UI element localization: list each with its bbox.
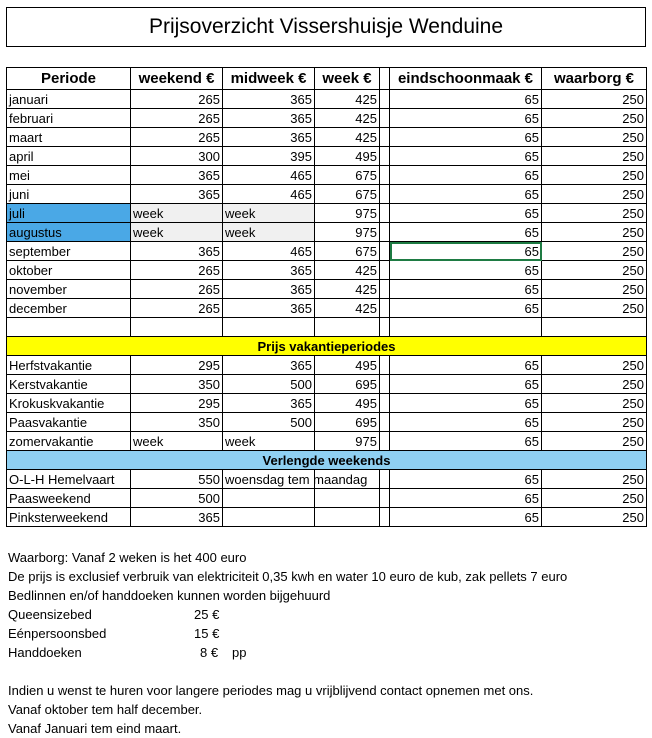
cell-wk[interactable]: 425 [315, 261, 380, 280]
cell-wk[interactable]: 675 [315, 185, 380, 204]
cell-periode[interactable]: november [7, 280, 131, 299]
cell-periode[interactable]: Kerstvakantie [7, 375, 131, 394]
cell-eindschoonmaak[interactable]: 65 [390, 432, 542, 451]
cell-periode[interactable]: april [7, 147, 131, 166]
empty-row [7, 318, 647, 337]
cell-periode[interactable]: Herfstvakantie [7, 356, 131, 375]
cell-eindschoonmaak[interactable]: 65 [390, 90, 542, 109]
cell-waarborg[interactable]: 250 [542, 489, 647, 508]
table-row [7, 261, 647, 280]
cell-we[interactable]: 265 [131, 280, 223, 299]
table-row [7, 185, 647, 204]
cell-waarborg[interactable]: 250 [542, 375, 647, 394]
cell-mw[interactable]: 465 [223, 242, 315, 261]
table-row [7, 394, 647, 413]
cell-eindschoonmaak[interactable]: 65 [390, 394, 542, 413]
table-row [7, 280, 647, 299]
cell-mw[interactable] [223, 489, 315, 508]
cell-we[interactable]: 265 [131, 299, 223, 318]
cell-waarborg[interactable]: 250 [542, 413, 647, 432]
table-row [7, 432, 647, 451]
note-bedlinnen: Bedlinnen en/of handdoeken kunnen worden bijgehuurd [8, 588, 331, 603]
cell-waarborg[interactable]: 250 [542, 394, 647, 413]
cell-eindschoonmaak[interactable]: 65 [390, 147, 542, 166]
cell-waarborg[interactable]: 250 [542, 128, 647, 147]
cell-spacer[interactable] [380, 223, 390, 242]
cell-spacer[interactable] [380, 299, 390, 318]
cell-spacer[interactable] [380, 185, 390, 204]
table-row [7, 489, 647, 508]
table-row [7, 356, 647, 375]
cell-eindschoonmaak[interactable]: 65 [390, 204, 542, 223]
cell-wk[interactable]: 695 [315, 413, 380, 432]
bed-row [8, 605, 567, 624]
table-row [7, 128, 647, 147]
cell-mw[interactable]: 365 [223, 128, 315, 147]
cell-mw[interactable]: woensdag tem maandag [223, 470, 315, 489]
cell-spacer[interactable] [380, 413, 390, 432]
cell-we[interactable]: 295 [131, 356, 223, 375]
cell-eindschoonmaak[interactable]: 65 [390, 223, 542, 242]
cell-periode[interactable]: september [7, 242, 131, 261]
cell-wk[interactable]: 675 [315, 242, 380, 261]
price-table [6, 67, 647, 527]
cell-empty[interactable] [223, 318, 315, 337]
cell-wk[interactable]: 425 [315, 299, 380, 318]
cell-spacer[interactable] [380, 375, 390, 394]
cell-mw[interactable]: week [223, 204, 315, 223]
bed-price: 8 € [200, 645, 219, 660]
cell-spacer[interactable] [380, 280, 390, 299]
header-waarborg: waarborg € [542, 68, 647, 90]
cell-wk[interactable]: 495 [315, 394, 380, 413]
cell-spacer[interactable] [380, 356, 390, 375]
table-row [7, 90, 647, 109]
cell-mw[interactable]: 365 [223, 299, 315, 318]
cell-periode[interactable]: Krokuskvakantie [7, 394, 131, 413]
bed-row [8, 643, 567, 662]
cell-we[interactable]: 300 [131, 147, 223, 166]
cell-periode[interactable]: juni [7, 185, 131, 204]
cell-waarborg[interactable]: 250 [542, 508, 647, 527]
cell-we[interactable]: week [131, 223, 223, 242]
cell-periode[interactable]: maart [7, 128, 131, 147]
cell-we[interactable]: 365 [131, 242, 223, 261]
cell-spacer[interactable] [380, 489, 390, 508]
table-row [7, 413, 647, 432]
cell-we[interactable]: 350 [131, 413, 223, 432]
header-weekend: weekend € [131, 68, 223, 90]
cell-periode[interactable]: oktober [7, 261, 131, 280]
bed-name: Queensizebed [8, 607, 92, 622]
table-row [7, 223, 647, 242]
cell-eindschoonmaak[interactable]: 65 [390, 185, 542, 204]
section-vakantieperiodes-label: Prijs vakantieperiodes [7, 337, 647, 356]
cell-mw[interactable]: 365 [223, 109, 315, 128]
bed-name: Handdoeken [8, 645, 82, 660]
table-row [7, 375, 647, 394]
cell-wk[interactable]: 425 [315, 90, 380, 109]
cell-spacer[interactable] [380, 128, 390, 147]
cell-wk[interactable]: 975 [315, 204, 380, 223]
table-row [7, 147, 647, 166]
cell-empty[interactable] [542, 318, 647, 337]
cell-we[interactable]: 295 [131, 394, 223, 413]
cell-spacer[interactable] [380, 147, 390, 166]
section-verlengde-weekends [7, 451, 647, 470]
cell-waarborg[interactable]: 250 [542, 166, 647, 185]
header-spacer [380, 68, 390, 90]
cell-wk[interactable]: 495 [315, 356, 380, 375]
cell-spacer[interactable] [380, 261, 390, 280]
cell-mw[interactable]: 465 [223, 185, 315, 204]
cell-spacer[interactable] [380, 204, 390, 223]
cell-we[interactable]: 365 [131, 185, 223, 204]
cell-we[interactable]: 550 [131, 470, 223, 489]
cell-we[interactable]: 365 [131, 508, 223, 527]
cell-mw[interactable]: 500 [223, 375, 315, 394]
note-spacer [8, 662, 567, 681]
cell-spacer[interactable] [380, 90, 390, 109]
cell-mw[interactable]: 365 [223, 280, 315, 299]
cell-waarborg[interactable]: 250 [542, 261, 647, 280]
cell-eindschoonmaak[interactable]: 65 [390, 166, 542, 185]
cell-we[interactable]: 350 [131, 375, 223, 394]
cell-mw[interactable]: 465 [223, 166, 315, 185]
cell-periode[interactable]: februari [7, 109, 131, 128]
cell-eindschoonmaak[interactable]: 65 [390, 508, 542, 527]
cell-periode[interactable]: Pinksterweekend [7, 508, 131, 527]
cell-waarborg[interactable]: 250 [542, 147, 647, 166]
cell-waarborg[interactable]: 250 [542, 299, 647, 318]
cell-wk[interactable]: 675 [315, 166, 380, 185]
cell-we[interactable]: 365 [131, 166, 223, 185]
cell-mw[interactable]: 395 [223, 147, 315, 166]
bed-unit: pp [232, 645, 247, 660]
bed-price: 15 € [194, 626, 220, 641]
cell-spacer[interactable] [380, 470, 390, 489]
cell-eindschoonmaak[interactable]: 65 [390, 261, 542, 280]
cell-wk[interactable]: 495 [315, 147, 380, 166]
section-verlengde-weekends-label: Verlengde weekends [7, 451, 647, 470]
cell-we[interactable]: 265 [131, 90, 223, 109]
cell-empty[interactable] [380, 318, 390, 337]
cell-periode[interactable]: augustus [7, 223, 131, 242]
cell-wk[interactable]: 425 [315, 280, 380, 299]
cell-periode[interactable]: O-L-H Hemelvaart [7, 470, 131, 489]
table-row [7, 242, 647, 261]
cell-waarborg[interactable]: 250 [542, 109, 647, 128]
cell-eindschoonmaak[interactable]: 65 [390, 280, 542, 299]
cell-wk[interactable]: 975 [315, 432, 380, 451]
cell-eindschoonmaak[interactable]: 65 [390, 128, 542, 147]
cell-periode[interactable]: januari [7, 90, 131, 109]
cell-mw[interactable]: week [223, 223, 315, 242]
header-week: week € [315, 68, 380, 90]
cell-mw[interactable] [223, 508, 315, 527]
cell-eindschoonmaak[interactable]: 65 [390, 470, 542, 489]
cell-periode[interactable]: zomervakantie [7, 432, 131, 451]
cell-spacer[interactable] [380, 432, 390, 451]
cell-wk[interactable]: 425 [315, 109, 380, 128]
cell-wk[interactable]: 695 [315, 375, 380, 394]
cell-empty[interactable] [390, 318, 542, 337]
cell-mw[interactable]: 365 [223, 90, 315, 109]
cell-eindschoonmaak[interactable]: 65 [390, 356, 542, 375]
note-exclusief: De prijs is exclusief verbruik van elektriciteit 0,35 kwh en water 10 euro de kub, zak pellets 7 euro [8, 569, 568, 584]
cell-eindschoonmaak[interactable]: 65 [390, 413, 542, 432]
cell-mw[interactable]: 500 [223, 413, 315, 432]
cell-wk[interactable] [315, 508, 380, 527]
header-periode: Periode [7, 68, 131, 90]
bed-name: Eénpersoonsbed [8, 626, 107, 641]
bed-price: 25 € [194, 607, 220, 622]
table-row [7, 299, 647, 318]
cell-eindschoonmaak[interactable]: 65 [390, 375, 542, 394]
cell-waarborg[interactable]: 250 [542, 204, 647, 223]
cell-wk[interactable]: 975 [315, 223, 380, 242]
cell-we[interactable]: week [131, 204, 223, 223]
cell-waarborg[interactable]: 250 [542, 280, 647, 299]
cell-spacer[interactable] [380, 166, 390, 185]
header-eindschoonmaak: eindschoonmaak € [390, 68, 542, 90]
cell-waarborg[interactable]: 250 [542, 90, 647, 109]
cell-spacer[interactable] [380, 242, 390, 261]
cell-we[interactable]: 265 [131, 261, 223, 280]
bed-row [8, 624, 567, 643]
cell-mw[interactable]: week [223, 432, 315, 451]
cell-we[interactable]: 500 [131, 489, 223, 508]
cell-periode[interactable]: december [7, 299, 131, 318]
cell-eindschoonmaak[interactable]: 65 [390, 299, 542, 318]
section-vakantieperiodes [7, 337, 647, 356]
table-row [7, 109, 647, 128]
table-row [7, 470, 647, 489]
cell-empty[interactable] [315, 318, 380, 337]
cell-periode[interactable]: Paasvakantie [7, 413, 131, 432]
note-vanaf-oktober: Vanaf oktober tem half december. [8, 702, 203, 717]
note-waarborg: Waarborg: Vanaf 2 weken is het 400 euro [8, 550, 247, 565]
cell-wk[interactable]: 425 [315, 128, 380, 147]
cell-waarborg[interactable]: 250 [542, 223, 647, 242]
table-row [7, 204, 647, 223]
cell-waarborg[interactable]: 250 [542, 242, 647, 261]
cell-spacer[interactable] [380, 109, 390, 128]
cell-mw[interactable]: 365 [223, 261, 315, 280]
page-title: Prijsoverzicht Vissershuisje Wenduine [6, 7, 646, 47]
cell-empty[interactable] [7, 318, 131, 337]
cell-mw[interactable]: 365 [223, 356, 315, 375]
cell-eindschoonmaak[interactable]: 65 [390, 109, 542, 128]
cell-we[interactable]: week [131, 432, 223, 451]
note-contact: Indien u wenst te huren voor langere periodes mag u vrijblijvend contact opnemen met ons. [8, 683, 534, 698]
cell-waarborg[interactable]: 250 [542, 470, 647, 489]
table-row [7, 166, 647, 185]
cell-spacer[interactable] [380, 394, 390, 413]
cell-periode[interactable]: Paasweekend [7, 489, 131, 508]
cell-periode[interactable]: juli [7, 204, 131, 223]
cell-waarborg[interactable]: 250 [542, 356, 647, 375]
cell-empty[interactable] [131, 318, 223, 337]
cell-eindschoonmaak[interactable]: 65 [390, 489, 542, 508]
cell-eindschoonmaak[interactable]: 65 [390, 242, 542, 261]
cell-waarborg[interactable]: 250 [542, 185, 647, 204]
cell-periode[interactable]: mei [7, 166, 131, 185]
header-row [7, 68, 647, 90]
cell-mw[interactable]: 365 [223, 394, 315, 413]
cell-waarborg[interactable]: 250 [542, 432, 647, 451]
cell-we[interactable]: 265 [131, 109, 223, 128]
notes [8, 548, 567, 738]
cell-we[interactable]: 265 [131, 128, 223, 147]
cell-wk[interactable] [315, 489, 380, 508]
note-vanaf-januari: Vanaf Januari tem eind maart. [8, 721, 182, 736]
table-row [7, 508, 647, 527]
header-midweek: midweek € [223, 68, 315, 90]
cell-spacer[interactable] [380, 508, 390, 527]
